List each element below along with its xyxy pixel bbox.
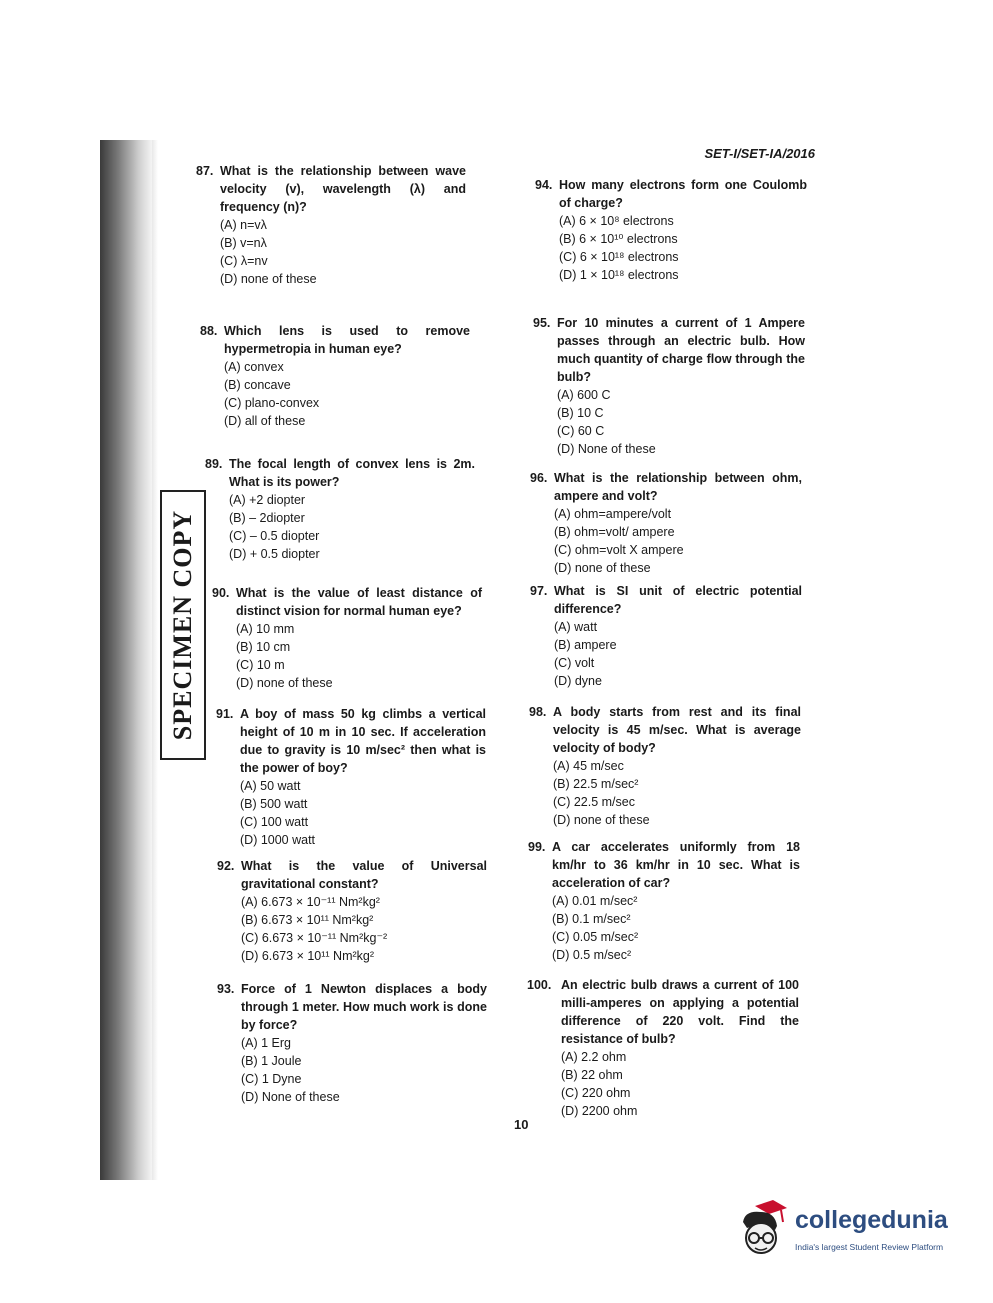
- question-number: 99.: [528, 840, 546, 854]
- option-a: (A) convex: [224, 360, 284, 374]
- question-number: 93.: [217, 982, 235, 996]
- option-c: (C) 60 C: [557, 424, 605, 438]
- question-number: 98.: [529, 705, 547, 719]
- question-text: What is the relationship between ohm, ampere and volt?: [554, 471, 802, 503]
- option-d: (D) None of these: [557, 442, 656, 456]
- question-98: [529, 703, 801, 829]
- option-b: (B) ampere: [554, 638, 617, 652]
- specimen-copy-stamp: [160, 490, 206, 760]
- stamp-text: SPECIMEN COPY: [168, 509, 197, 741]
- option-b: (B) 22 ohm: [561, 1068, 623, 1082]
- option-d: (D) none of these: [236, 676, 333, 690]
- question-number: 91.: [216, 707, 234, 721]
- option-a: (A) ohm=ampere/volt: [554, 507, 672, 521]
- option-a: (A) n=vλ: [220, 218, 267, 232]
- question-97: [530, 582, 802, 690]
- question-number: 94.: [535, 178, 553, 192]
- question-text: For 10 minutes a current of 1 Ampere passes through an electric bulb. How much quantity of charge flow through the bulb?: [557, 316, 805, 384]
- option-d: (D) None of these: [241, 1090, 340, 1104]
- option-c: (C) 6 × 10¹⁸ electrons: [559, 250, 679, 264]
- question-text: What is SI unit of electric potential difference?: [554, 584, 802, 616]
- option-a: (A) 1 Erg: [241, 1036, 292, 1050]
- question-92: [217, 857, 487, 965]
- set-code: SET-I/SET-IA/2016: [704, 146, 815, 161]
- question-number: 90.: [212, 586, 230, 600]
- option-c: (C) 100 watt: [240, 815, 309, 829]
- question-89: [205, 455, 475, 563]
- option-d: (D) 1 × 10¹⁸ electrons: [559, 268, 679, 282]
- option-a: (A) 6 × 10⁸ electrons: [559, 214, 674, 228]
- option-b: (B) 1 Joule: [241, 1054, 302, 1068]
- question-91: [216, 705, 486, 849]
- option-a: (A) 600 C: [557, 388, 611, 402]
- option-d: (D) none of these: [553, 813, 650, 827]
- question-number: 96.: [530, 471, 548, 485]
- option-c: (C) – 0.5 diopter: [229, 529, 320, 543]
- question-text: What is the value of Universal gravitational constant?: [241, 859, 487, 891]
- question-text: How many electrons form one Coulomb of charge?: [559, 178, 807, 210]
- question-number: 100.: [527, 978, 552, 992]
- question-87: [196, 162, 466, 288]
- option-d: (D) none of these: [220, 272, 317, 286]
- question-96: [530, 469, 802, 577]
- option-d: (D) + 0.5 diopter: [229, 547, 320, 561]
- question-number: 95.: [533, 316, 551, 330]
- question-number: 88.: [200, 324, 218, 338]
- question-94: [535, 176, 807, 284]
- question-text: A car accelerates uniformly from 18 km/hr to 36 km/hr in 10 sec. What is acceleration of car?: [552, 840, 800, 890]
- option-b: (B) v=nλ: [220, 236, 267, 250]
- option-d: (D) 6.673 × 10¹¹ Nm²kg²: [241, 949, 375, 963]
- option-c: (C) volt: [554, 656, 595, 670]
- question-93: [217, 980, 487, 1106]
- question-text: The focal length of convex lens is 2m. What is its power?: [229, 457, 475, 489]
- option-a: (A) 6.673 × 10⁻¹¹ Nm²kg²: [241, 895, 380, 909]
- question-99: [528, 838, 800, 964]
- page-number: 10: [514, 1117, 529, 1132]
- option-a: (A) 50 watt: [240, 779, 301, 793]
- option-b: (B) 500 watt: [240, 797, 308, 811]
- option-b: (B) concave: [224, 378, 291, 392]
- option-d: (D) 2200 ohm: [561, 1104, 638, 1118]
- option-d: (D) all of these: [224, 414, 306, 428]
- option-a: (A) 45 m/sec: [553, 759, 624, 773]
- question-text: Force of 1 Newton displaces a body through 1 meter. How much work is done by force?: [241, 982, 487, 1032]
- logo-tagline: India's largest Student Review Platform: [795, 1242, 944, 1252]
- logo-brand-text: collegedunia: [795, 1206, 948, 1234]
- question-100: [527, 976, 799, 1120]
- option-c: (C) 220 ohm: [561, 1086, 631, 1100]
- option-b: (B) 10 cm: [236, 640, 291, 654]
- option-d: (D) 1000 watt: [240, 833, 316, 847]
- question-text: What is the relationship between wave velocity (v), wavelength (λ) and frequency (n)?: [220, 164, 466, 214]
- option-a: (A) 2.2 ohm: [561, 1050, 627, 1064]
- collegedunia-logo[interactable]: [735, 1198, 960, 1260]
- option-c: (C) λ=nv: [220, 254, 268, 268]
- option-c: (C) plano-convex: [224, 396, 320, 410]
- option-c: (C) 1 Dyne: [241, 1072, 302, 1086]
- option-c: (C) ohm=volt X ampere: [554, 543, 684, 557]
- option-b: (B) – 2diopter: [229, 511, 305, 525]
- option-c: (C) 6.673 × 10⁻¹¹ Nm²kg⁻²: [241, 931, 388, 945]
- question-88: [200, 322, 470, 430]
- option-c: (C) 22.5 m/sec: [553, 795, 635, 809]
- option-b: (B) 6 × 10¹⁰ electrons: [559, 232, 678, 246]
- option-b: (B) ohm=volt/ ampere: [554, 525, 675, 539]
- option-a: (A) 0.01 m/sec²: [552, 894, 638, 908]
- option-a: (A) +2 diopter: [229, 493, 306, 507]
- option-b: (B) 22.5 m/sec²: [553, 777, 639, 791]
- question-number: 92.: [217, 859, 235, 873]
- question-number: 89.: [205, 457, 223, 471]
- question-number: 97.: [530, 584, 548, 598]
- option-d: (D) dyne: [554, 674, 602, 688]
- question-number: 87.: [196, 164, 214, 178]
- option-a: (A) watt: [554, 620, 598, 634]
- option-c: (C) 0.05 m/sec²: [552, 930, 639, 944]
- question-text: What is the value of least distance of distinct vision for normal human eye?: [236, 586, 482, 618]
- question-90: [212, 584, 482, 692]
- question-95: [533, 314, 805, 458]
- option-b: (B) 0.1 m/sec²: [552, 912, 631, 926]
- question-text: Which lens is used to remove hypermetropia in human eye?: [224, 324, 470, 356]
- question-text: A boy of mass 50 kg climbs a vertical height of 10 m in 10 sec. If acceleration due to gravity is 10 m/sec² then what is the power of boy?: [240, 707, 486, 775]
- question-text: An electric bulb draws a current of 100 milli-amperes on applying a potential difference of 220 volt. Find the resistance of bulb?: [561, 978, 799, 1046]
- option-b: (B) 10 C: [557, 406, 604, 420]
- mascot-icon: [735, 1200, 791, 1258]
- scan-shadow-edge: [100, 140, 152, 1180]
- option-d: (D) 0.5 m/sec²: [552, 948, 632, 962]
- option-c: (C) 10 m: [236, 658, 285, 672]
- option-a: (A) 10 mm: [236, 622, 295, 636]
- option-d: (D) none of these: [554, 561, 651, 575]
- question-text: A body starts from rest and its final velocity is 45 m/sec. What is average velocity of body?: [553, 705, 801, 755]
- option-b: (B) 6.673 × 10¹¹ Nm²kg²: [241, 913, 374, 927]
